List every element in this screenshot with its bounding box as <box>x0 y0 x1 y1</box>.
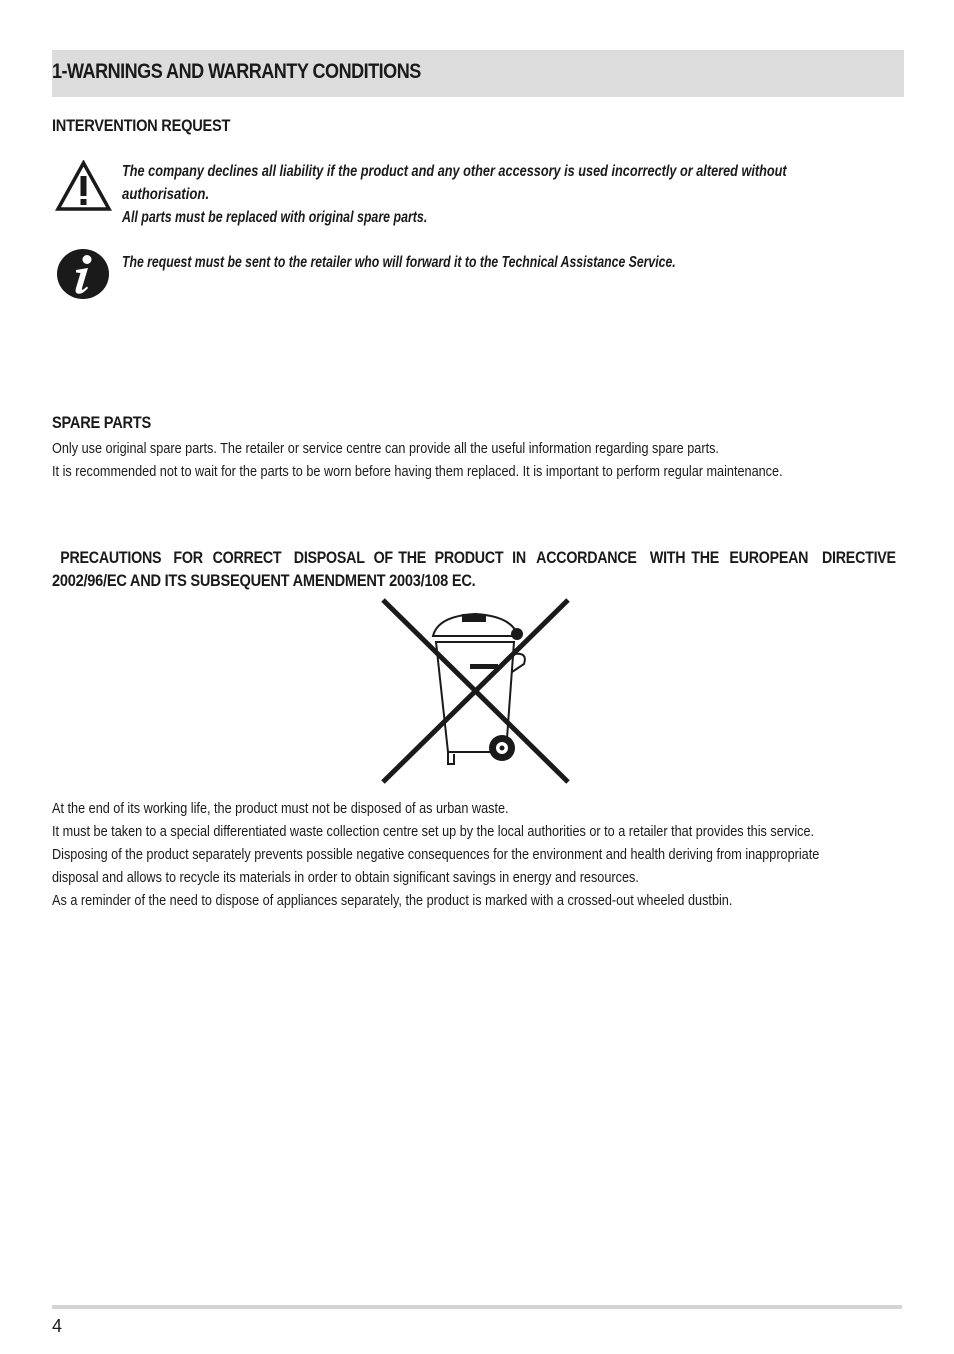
warning-line-2 <box>122 183 902 206</box>
disposal-heading-word: DISPOSAL <box>293 548 365 567</box>
disposal-line-1: At the end of its working life, the product must not be disposed of as urban waste. <box>52 800 509 817</box>
spare-parts-text <box>52 437 904 483</box>
crossed-out-wheeled-bin-icon <box>378 594 574 786</box>
section-title-bar <box>52 50 904 97</box>
disposal-heading-word: PRODUCT <box>435 548 504 567</box>
disposal-heading-word: ACCORDANCE <box>536 548 638 567</box>
warning-line-1 <box>122 160 902 183</box>
disposal-line-3: Disposing of the product separately prevents possible negative consequences for the environment and health deriving from inappropriate <box>52 846 820 863</box>
spare-parts-line-2: It is recommended not to wait for the parts to be worn before having them replaced. It is important to perform regular maintenance. <box>52 463 783 480</box>
disposal-line-4: disposal and allows to recycle its materials in order to obtain significant savings in energy and resources. <box>52 869 639 886</box>
disposal-line-2: It must be taken to a special differentiated waste collection centre set up by the local authorities or to a retailer that provides this service. <box>52 823 815 840</box>
disposal-text <box>52 797 904 912</box>
spare-parts-heading: SPARE PARTS <box>52 413 151 432</box>
warning-note <box>122 160 902 229</box>
disposal-heading-word: WITH <box>649 548 685 567</box>
disposal-heading-word: IN <box>512 548 526 567</box>
warning-line-3 <box>122 206 902 229</box>
disposal-heading-word: FOR <box>173 548 203 567</box>
footer-rule <box>52 1305 902 1309</box>
disposal-heading-word: THE <box>397 548 426 567</box>
page-number: 4 <box>52 1316 63 1336</box>
disposal-heading-word: CORRECT <box>212 548 281 567</box>
warning-line-3-text: All parts must be replaced with original spare parts. <box>122 209 428 226</box>
disposal-heading <box>52 546 902 592</box>
disposal-heading-word: OF <box>373 548 393 567</box>
info-text: The request must be sent to the retailer who will forward it to the Technical Assistance Service. <box>122 254 676 271</box>
info-note <box>122 251 902 274</box>
intervention-heading: INTERVENTION REQUEST <box>52 116 231 135</box>
info-icon <box>56 248 110 300</box>
disposal-heading-line-1 <box>52 546 902 569</box>
warning-line-2-text: authorisation. <box>122 186 210 203</box>
section-title: 1-WARNINGS AND WARRANTY CONDITIONS <box>52 60 421 83</box>
disposal-heading-word: THE <box>691 548 720 567</box>
disposal-heading-word: EUROPEAN <box>729 548 809 567</box>
disposal-heading-word: DIRECTIVE <box>822 548 896 567</box>
disposal-heading-word: PRECAUTIONS <box>60 548 162 567</box>
disposal-line-5: As a reminder of the need to dispose of appliances separately, the product is marked with a crossed-out wheeled dustbin. <box>52 892 733 909</box>
spare-parts-line-1: Only use original spare parts. The retailer or service centre can provide all the useful information regarding spare parts. <box>52 440 719 457</box>
disposal-heading-line-2: 2002/96/EC AND ITS SUBSEQUENT AMENDMENT 2003/108 EC. <box>52 571 476 590</box>
warning-triangle-icon <box>55 160 112 212</box>
warning-line-1-text: The company declines all liability if the product and any other accessory is used incorrectly or altered without <box>122 163 787 180</box>
